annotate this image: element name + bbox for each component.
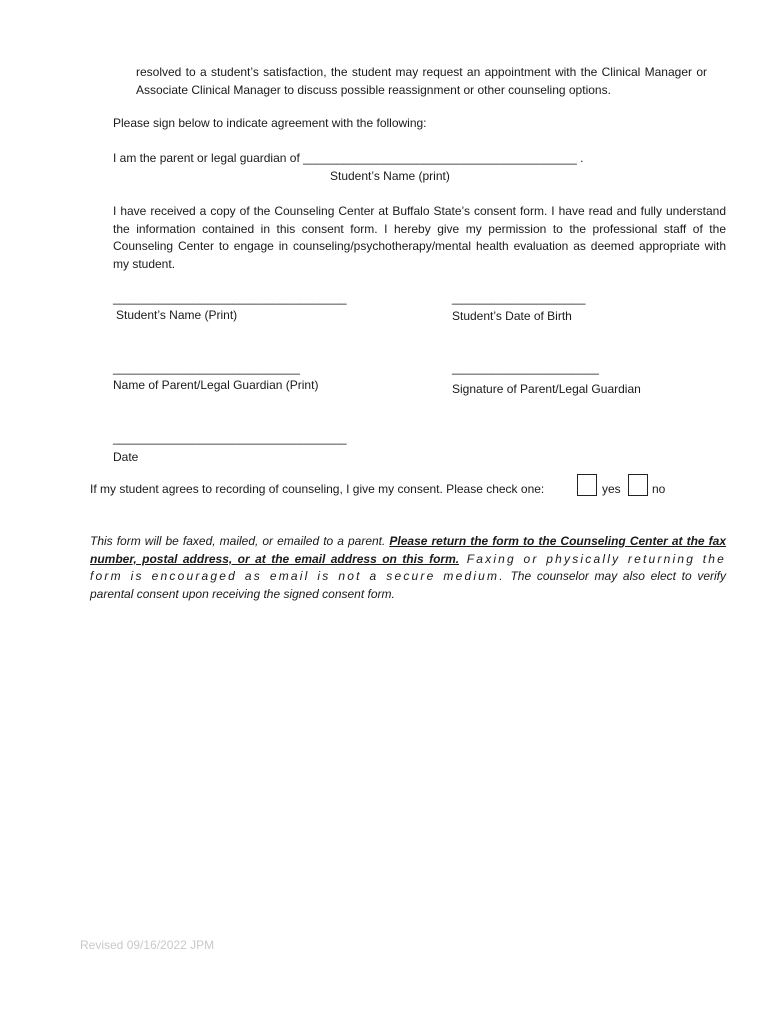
note-part3: The counselor may also elect to verify parental consent upon receiving the signed consent form. [90, 569, 726, 601]
consent-paragraph: I have received a copy of the Counseling Center at Buffalo State’s consent form. I have read and fully understand the information contained in this consent form. I hereby give my permission to the professional staff of the Counseling Center to engage in counseling/psychotherapy/mental health evaluation as deemed appropriate with my student. [113, 204, 726, 271]
student-name-line[interactable]: ___________________________________ [113, 291, 347, 305]
note-part1: This form will be faxed, mailed, or emailed to a parent. [90, 534, 390, 548]
sign-instruction: Please sign below to indicate agreement with the following: [113, 116, 427, 130]
guardian-statement-suffix: . [576, 151, 584, 165]
guardian-name-label: Name of Parent/Legal Guardian (Print) [113, 378, 319, 392]
date-line[interactable]: ___________________________________ [113, 431, 347, 445]
yes-label: yes [602, 482, 621, 496]
guardian-statement-prefix: I am the parent or legal guardian of [113, 151, 300, 165]
no-label: no [652, 482, 666, 496]
note-part2: Faxing or physically returning the form is encouraged as email is not a secure medium. [90, 551, 726, 583]
note-bold-instruction: Please return the form to the Counseling Center at the fax number, postal address, or at the email address on this form. [90, 534, 727, 566]
guardian-name-line[interactable]: ____________________________ [113, 361, 300, 375]
student-dob-label: Student’s Date of Birth [452, 309, 572, 323]
no-checkbox[interactable] [628, 474, 648, 496]
guardian-signature-line[interactable]: ______________________ [452, 361, 599, 375]
intro-paragraph: resolved to a student’s satisfaction, the student may request an appointment with the Clinical Manager or Associate Clinical Manager to discuss possible reassignment or other counseling options. [136, 65, 707, 97]
revision-footer: Revised 09/16/2022 JPM [80, 938, 215, 952]
guardian-statement [113, 151, 583, 165]
yes-checkbox[interactable] [577, 474, 597, 496]
recording-consent-text: If my student agrees to recording of counseling, I give my consent. Please check one: [90, 482, 545, 496]
student-name-label: Student’s Name (Print) [116, 308, 238, 322]
guardian-signature-label: Signature of Parent/Legal Guardian [452, 382, 641, 396]
student-name-blank[interactable]: _________________________________________ [303, 151, 577, 165]
return-instructions-note [90, 533, 726, 603]
student-dob-line[interactable]: ____________________ [452, 291, 586, 305]
date-label: Date [113, 450, 139, 464]
student-name-caption: Student’s Name (print) [330, 169, 450, 183]
